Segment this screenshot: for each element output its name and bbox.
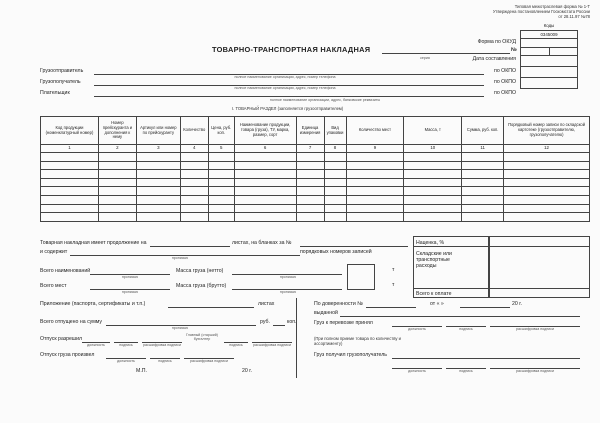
- allowed-decode-cap: расшифровка подписи: [143, 343, 181, 347]
- total-places-caption: прописью: [121, 290, 139, 294]
- consignee-caption: полное наименование организации, адрес, номер телефона: [234, 86, 336, 90]
- column-header: Масса, т: [404, 117, 462, 145]
- table-cell[interactable]: [346, 204, 404, 213]
- rub-label: руб.: [260, 319, 270, 325]
- document-title: ТОВАРНО-ТРАНСПОРТНАЯ НАКЛАДНАЯ: [212, 45, 371, 54]
- table-cell[interactable]: [180, 161, 208, 170]
- accepted-decode-cap: расшифровка подписи: [516, 327, 554, 331]
- table-cell[interactable]: [208, 161, 234, 170]
- sheets-field[interactable]: [300, 246, 408, 247]
- total-names-caption: прописью: [121, 275, 139, 279]
- table-cell[interactable]: [180, 153, 208, 162]
- column-number: 1: [41, 145, 99, 153]
- column-header: Артикул или номер по прейскуранту: [136, 117, 180, 145]
- proxy-label: По доверенности №: [314, 301, 363, 307]
- codes-table: [520, 22, 578, 89]
- table-cell[interactable]: [462, 178, 504, 187]
- okud-code: 0345009: [521, 30, 578, 38]
- received-sign-cap: подпись: [459, 369, 473, 373]
- table-cell[interactable]: [404, 187, 462, 196]
- table-cell[interactable]: [208, 204, 234, 213]
- okpo-shipper-cell[interactable]: [521, 56, 578, 67]
- table-cell[interactable]: [296, 170, 324, 179]
- okpo-consignee-cell[interactable]: [521, 67, 578, 78]
- column-number: 4: [180, 145, 208, 153]
- column-number: 10: [404, 145, 462, 153]
- column-number: 9: [346, 145, 404, 153]
- received-pos-cap: должность: [408, 369, 426, 373]
- markup-label: Наценка, %: [416, 240, 445, 246]
- net-weight-caption: прописью: [279, 275, 297, 279]
- shipped-decode-cap: расшифровка подписи: [190, 359, 228, 363]
- table-cell[interactable]: [41, 187, 99, 196]
- table-cell[interactable]: [462, 187, 504, 196]
- table-cell[interactable]: [234, 195, 296, 204]
- table-cell[interactable]: [404, 204, 462, 213]
- table-cell[interactable]: [234, 170, 296, 179]
- table-cell[interactable]: [180, 178, 208, 187]
- table-cell[interactable]: [296, 178, 324, 187]
- table-cell[interactable]: [324, 153, 346, 162]
- table-row: [41, 161, 590, 170]
- table-cell[interactable]: [180, 170, 208, 179]
- kop-label: коп.: [287, 319, 297, 325]
- total-names-label: Всего наименований: [40, 268, 91, 274]
- table-cell[interactable]: [462, 153, 504, 162]
- table-cell[interactable]: [346, 187, 404, 196]
- table-cell[interactable]: [208, 178, 234, 187]
- table-cell[interactable]: [404, 195, 462, 204]
- table-row: [41, 213, 590, 222]
- released-label: Всего отпущено на сумму: [40, 319, 102, 325]
- table-cell[interactable]: [404, 170, 462, 179]
- payer-field[interactable]: [94, 96, 484, 97]
- table-cell[interactable]: [462, 204, 504, 213]
- released-caption: прописью: [171, 326, 189, 330]
- table-cell[interactable]: [234, 213, 296, 222]
- table-row: [41, 153, 590, 162]
- table-cell[interactable]: [296, 153, 324, 162]
- okpo-payer-cell[interactable]: [521, 78, 578, 89]
- received-decode-cap: расшифровка подписи: [516, 369, 554, 373]
- table-cell[interactable]: [180, 213, 208, 222]
- section-title: I. ТОВАРНЫЙ РАЗДЕЛ (заполняется грузоотправителем): [232, 106, 344, 111]
- goods-table: [40, 116, 590, 222]
- column-header: Цена, руб. коп.: [208, 117, 234, 145]
- column-header: Вид упаковки: [324, 117, 346, 145]
- table-cell[interactable]: [234, 187, 296, 196]
- table-cell[interactable]: [41, 195, 99, 204]
- column-number: 12: [504, 145, 590, 153]
- table-row: [41, 178, 590, 187]
- column-header: Количество: [180, 117, 208, 145]
- table-cell[interactable]: [462, 161, 504, 170]
- table-cell[interactable]: [41, 204, 99, 213]
- shipper-label: Грузоотправитель: [40, 68, 84, 74]
- okpo-label-consignee: по ОКПО: [494, 79, 516, 85]
- table-cell[interactable]: [324, 204, 346, 213]
- table-cell[interactable]: [180, 195, 208, 204]
- okud-label: Форма по ОКУД: [477, 39, 516, 45]
- table-cell[interactable]: [324, 195, 346, 204]
- table-cell[interactable]: [296, 213, 324, 222]
- table-cell[interactable]: [324, 170, 346, 179]
- table-cell[interactable]: [296, 161, 324, 170]
- accepted-pos-cap: должность: [408, 327, 426, 331]
- weight-box[interactable]: [347, 264, 375, 290]
- table-cell[interactable]: [98, 178, 136, 187]
- table-row: [41, 204, 590, 213]
- table-cell[interactable]: [98, 161, 136, 170]
- received-field[interactable]: [392, 358, 580, 359]
- attachment-sheets-label: листах: [258, 301, 275, 307]
- table-cell[interactable]: [180, 204, 208, 213]
- table-cell[interactable]: [180, 187, 208, 196]
- table-cell[interactable]: [324, 213, 346, 222]
- table-cell[interactable]: [504, 153, 590, 162]
- table-cell[interactable]: [324, 161, 346, 170]
- table-cell[interactable]: [41, 153, 99, 162]
- column-number: 2: [98, 145, 136, 153]
- doc-number-sign: №: [511, 47, 517, 53]
- series-caption: серия: [420, 56, 430, 60]
- shipper-caption: полное наименование организации, адрес, номер телефона: [234, 75, 336, 79]
- date-label: Дата составления: [472, 56, 516, 62]
- table-cell[interactable]: [404, 213, 462, 222]
- table-cell[interactable]: [98, 153, 136, 162]
- table-cell[interactable]: [98, 213, 136, 222]
- table-cell[interactable]: [234, 153, 296, 162]
- table-cell[interactable]: [234, 161, 296, 170]
- table-cell[interactable]: [41, 178, 99, 187]
- gross-t-unit: т: [392, 282, 395, 288]
- column-number: 11: [462, 145, 504, 153]
- codes-header: Коды: [543, 23, 555, 29]
- table-cell[interactable]: [136, 195, 180, 204]
- chief-accountant-label: Главный (старший) бухгалтер: [185, 333, 218, 341]
- table-cell[interactable]: [346, 170, 404, 179]
- table-cell[interactable]: [462, 170, 504, 179]
- table-cell[interactable]: [296, 187, 324, 196]
- table-cell[interactable]: [504, 187, 590, 196]
- accepted-label: Груз к перевозке принял: [314, 320, 373, 326]
- table-cell[interactable]: [504, 204, 590, 213]
- date-year-left: 20 г.: [242, 368, 252, 374]
- table-cell[interactable]: [296, 195, 324, 204]
- table-cell[interactable]: [234, 204, 296, 213]
- doc-number-cell[interactable]: [521, 39, 578, 47]
- proxy-from-label: от « »: [430, 301, 444, 307]
- table-cell[interactable]: [208, 213, 234, 222]
- column-header: Сумма, руб. коп.: [462, 117, 504, 145]
- allowed-label: Отпуск разрешил: [40, 336, 83, 342]
- entries-label: порядковых номеров записей: [300, 249, 372, 255]
- continued-field[interactable]: [150, 246, 230, 247]
- allowed-pos-cap: должность: [87, 343, 105, 347]
- payer-caption: полное наименование организации, адрес, банковские реквизиты: [269, 98, 381, 102]
- accepted-sign-cap: подпись: [459, 327, 473, 331]
- net-weight-label: Масса груза (нетто): [176, 268, 224, 274]
- okpo-label-payer: по ОКПО: [494, 90, 516, 96]
- table-row: [41, 187, 590, 196]
- table-cell[interactable]: [136, 153, 180, 162]
- column-header: Количество мест: [346, 117, 404, 145]
- table-cell[interactable]: [346, 153, 404, 162]
- table-row: [41, 170, 590, 179]
- issued-label: выданной: [314, 310, 338, 316]
- column-number: 7: [296, 145, 324, 153]
- okpo-label-shipper: по ОКПО: [494, 68, 516, 74]
- net-t-unit: т: [392, 267, 395, 273]
- table-cell[interactable]: [98, 195, 136, 204]
- table-cell[interactable]: [136, 178, 180, 187]
- attachment-label: Приложение (паспорта, сертификаты и т.п.): [40, 301, 146, 307]
- table-cell[interactable]: [208, 170, 234, 179]
- table-cell[interactable]: [208, 153, 234, 162]
- table-cell[interactable]: [98, 170, 136, 179]
- entries-caption: прописью: [171, 256, 189, 260]
- issued-field[interactable]: [340, 316, 580, 317]
- column-number: 8: [324, 145, 346, 153]
- shipped-pos-cap: должность: [117, 359, 135, 363]
- table-cell[interactable]: [504, 170, 590, 179]
- proxy-year-label: 20 г.: [512, 301, 522, 307]
- column-header: Порядковый номер записи по складской картотеке (грузоотправителю, грузополучателю): [504, 117, 590, 145]
- continued-label: Товарная накладная имеет продолжение на: [40, 240, 147, 246]
- column-header: Номер прейскуранта и дополнения к нему: [98, 117, 136, 145]
- table-cell[interactable]: [136, 170, 180, 179]
- table-cell[interactable]: [136, 161, 180, 170]
- stamp-label: М.П.: [136, 368, 147, 374]
- table-cell[interactable]: [346, 161, 404, 170]
- column-header: Единица измерения: [296, 117, 324, 145]
- table-cell[interactable]: [98, 187, 136, 196]
- kop-field[interactable]: [273, 325, 285, 326]
- table-cell[interactable]: [504, 213, 590, 222]
- table-cell[interactable]: [41, 170, 99, 179]
- table-row: [41, 195, 590, 204]
- sheets-label: листах, на бланках за №: [232, 240, 292, 246]
- table-cell[interactable]: [41, 213, 99, 222]
- attachment-field[interactable]: [168, 307, 254, 308]
- shipped-label: Отпуск груза произвел: [40, 352, 95, 358]
- warehouse-label: Складские или транспортные расходы: [416, 251, 452, 269]
- gross-weight-label: Масса груза (брутто): [176, 283, 227, 289]
- table-cell[interactable]: [346, 195, 404, 204]
- date-cell-2[interactable]: [550, 47, 578, 55]
- table-cell[interactable]: [296, 204, 324, 213]
- full-accept-note: (При полном приеме товара по количеству и ассортименту): [314, 336, 401, 346]
- total-places-label: Всего мест: [40, 283, 67, 289]
- table-cell[interactable]: [136, 213, 180, 222]
- table-cell[interactable]: [324, 178, 346, 187]
- payer-label: Плательщик: [40, 90, 70, 96]
- column-number: 5: [208, 145, 234, 153]
- table-cell[interactable]: [208, 195, 234, 204]
- total-pay-label: Всего к оплате: [416, 291, 452, 297]
- table-cell[interactable]: [98, 204, 136, 213]
- date-cell-1[interactable]: [521, 47, 550, 55]
- approval-note: Типовая межотраслевая форма № 1-Т Утверждена постановлением Госкомстата России от 28.11.97 №78: [492, 4, 590, 19]
- table-cell[interactable]: [136, 204, 180, 213]
- gross-weight-caption: прописью: [279, 290, 297, 294]
- proxy-field[interactable]: [366, 307, 416, 308]
- contains-label: и содержит: [40, 249, 68, 255]
- table-cell[interactable]: [462, 213, 504, 222]
- column-number: 6: [234, 145, 296, 153]
- column-header: Код продукции (номенклатурный номер): [41, 117, 99, 145]
- table-cell[interactable]: [404, 178, 462, 187]
- table-cell[interactable]: [136, 187, 180, 196]
- shipped-sign-cap: подпись: [158, 359, 172, 363]
- table-cell[interactable]: [234, 178, 296, 187]
- column-header: Наименование продукции, товара (груза), ТУ, марка, размер, сорт: [234, 117, 296, 145]
- table-cell[interactable]: [208, 187, 234, 196]
- table-cell[interactable]: [41, 161, 99, 170]
- acc-sign-cap: подпись: [229, 343, 243, 347]
- table-cell[interactable]: [504, 195, 590, 204]
- table-cell[interactable]: [504, 178, 590, 187]
- table-cell[interactable]: [324, 187, 346, 196]
- column-number: 3: [136, 145, 180, 153]
- table-cell[interactable]: [346, 213, 404, 222]
- acc-decode-cap: расшифровка подписи: [253, 343, 291, 347]
- table-cell[interactable]: [504, 161, 590, 170]
- table-cell[interactable]: [404, 161, 462, 170]
- consignee-label: Грузополучатель: [40, 79, 81, 85]
- table-cell[interactable]: [346, 178, 404, 187]
- table-cell[interactable]: [462, 195, 504, 204]
- allowed-sign-cap: подпись: [119, 343, 133, 347]
- table-cell[interactable]: [404, 153, 462, 162]
- received-label: Груз получил грузополучатель: [314, 352, 387, 358]
